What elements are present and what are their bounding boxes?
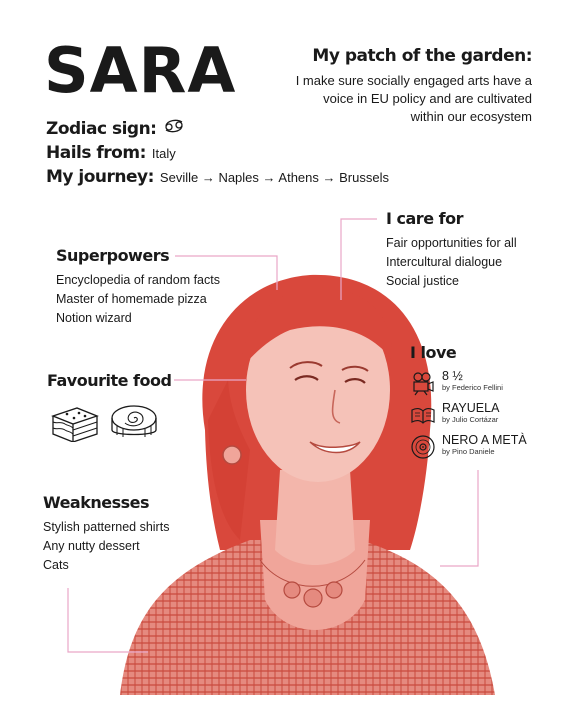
care-line [341, 219, 377, 300]
zodiac-label: Zodiac sign: [46, 119, 157, 139]
love-title: I love [410, 343, 457, 362]
love-item [410, 370, 527, 396]
cinnamon-roll-icon [109, 402, 159, 442]
weaknesses-item: Any nutty dessert [43, 539, 140, 553]
weaknesses-section [43, 493, 169, 575]
cancer-sign-icon [163, 118, 185, 134]
patch-title: My patch of the garden: [312, 46, 532, 66]
hails-value: Italy [151, 146, 176, 161]
care-item: Intercultural dialogue [386, 255, 503, 269]
journey-value: Seville → Naples → Athens → Brussels [159, 170, 389, 185]
food-icons [47, 402, 171, 442]
weaknesses-item: Cats [43, 558, 69, 572]
patch-section [282, 46, 532, 126]
superpowers-title: Superpowers [56, 246, 170, 265]
superpowers-item: Master of homemade pizza [56, 292, 207, 306]
weaknesses-title: Weaknesses [43, 493, 150, 512]
love-line [440, 470, 478, 566]
love-item-title: NERO A METÀ [442, 433, 527, 447]
care-item: Social justice [386, 274, 459, 288]
food-section [47, 371, 171, 442]
food-title: Favourite food [47, 371, 172, 390]
hails-row [46, 143, 389, 163]
care-title: I care for [386, 209, 463, 228]
love-item-author: by Julio Cortázar [442, 415, 499, 424]
care-item: Fair opportunities for all [386, 236, 517, 250]
person-name: SARA [44, 34, 237, 107]
vinyl-record-icon [410, 434, 436, 460]
journey-label: My journey: [46, 167, 154, 187]
care-section [386, 209, 517, 291]
open-book-icon [410, 402, 436, 428]
superpowers-item: Notion wizard [56, 311, 132, 325]
film-camera-icon [410, 370, 436, 396]
love-item [410, 434, 527, 460]
personal-facts [46, 118, 389, 191]
patch-line-2: voice in EU policy and are cultivated [323, 91, 532, 106]
patch-line-3: within our ecosystem [410, 109, 532, 124]
lasagna-icon [47, 402, 101, 442]
love-item-author: by Pino Daniele [442, 447, 495, 456]
weaknesses-line [68, 588, 148, 652]
weaknesses-item: Stylish patterned shirts [43, 520, 170, 534]
love-item [410, 402, 527, 428]
superpowers-item: Encyclopedia of random facts [56, 273, 220, 287]
hails-label: Hails from: [46, 143, 146, 163]
love-item-author: by Federico Fellini [442, 383, 503, 392]
superpowers-section [56, 246, 220, 328]
love-item-title: 8 ½ [442, 369, 463, 383]
journey-row [46, 167, 389, 187]
love-item-title: RAYUELA [442, 401, 500, 415]
patch-line-1: I make sure socially engaged arts have a [295, 73, 532, 88]
love-section [410, 343, 527, 466]
